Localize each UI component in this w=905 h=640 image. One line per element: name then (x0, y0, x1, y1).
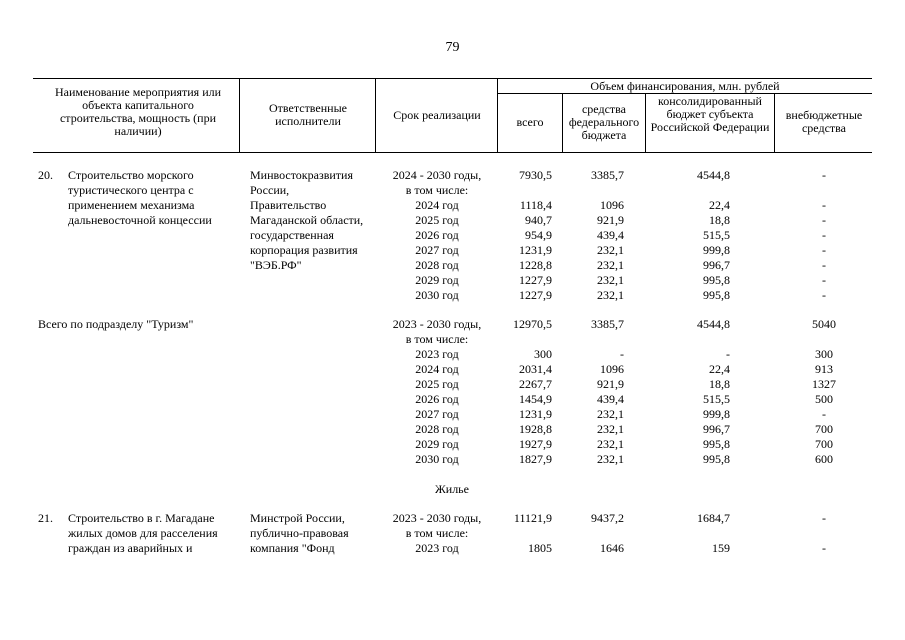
regional-cell (650, 526, 730, 540)
offbudget-cell: - (822, 541, 826, 555)
federal-cell (560, 332, 624, 346)
executor-line: публично-правовая (250, 526, 349, 540)
offbudget-cell: 600 (815, 452, 833, 466)
executor-line: государственная (250, 228, 334, 242)
total-cell: 11121,9 (513, 511, 552, 525)
term-cell: 2025 год (415, 213, 459, 227)
header-regional: консолидированный бюджет субъекта Российской Федерации (650, 94, 770, 134)
regional-cell: 22,4 (709, 362, 730, 376)
regional-cell: 999,8 (703, 407, 730, 421)
federal-cell (560, 526, 624, 540)
total-cell (500, 526, 552, 540)
total-cell: 1231,9 (519, 407, 552, 421)
regional-cell: 18,8 (709, 377, 730, 391)
executor-line: компания "Фонд (250, 541, 335, 555)
page-number: 79 (445, 40, 460, 55)
federal-cell: 232,1 (597, 243, 624, 257)
federal-cell: 921,9 (597, 213, 624, 227)
section-title: Жилье (435, 482, 469, 496)
federal-cell (560, 183, 624, 197)
term-cell: 2028 год (415, 258, 459, 272)
regional-cell: 4544,8 (697, 168, 730, 182)
offbudget-cell: - (822, 511, 826, 525)
term-cell: 2026 год (415, 392, 459, 406)
regional-cell: 18,8 (709, 213, 730, 227)
term-cell: 2025 год (415, 377, 459, 391)
federal-cell: 1096 (600, 362, 624, 376)
total-cell: 300 (534, 347, 552, 361)
total-cell: 1231,9 (519, 243, 552, 257)
executor-line: Правительство (250, 198, 327, 212)
term-cell: 2024 год (415, 198, 459, 212)
total-cell (500, 332, 552, 346)
regional-cell: 995,8 (703, 452, 730, 466)
total-cell: 1927,9 (519, 437, 552, 451)
offbudget-cell: 700 (815, 422, 833, 436)
term-cell: 2030 год (415, 452, 459, 466)
total-cell: 1805 (528, 541, 552, 555)
offbudget-cell: 300 (815, 347, 833, 361)
federal-cell: 9437,2 (591, 511, 624, 525)
total-cell: 2031,4 (519, 362, 552, 376)
item-name-line: Строительство в г. Магадане (68, 511, 215, 525)
executor-line: Магаданской области, (250, 213, 364, 227)
total-cell: 1228,8 (519, 258, 552, 272)
offbudget-cell: 700 (815, 437, 833, 451)
federal-cell: 232,1 (597, 407, 624, 421)
regional-cell: - (726, 347, 730, 361)
total-cell (500, 183, 552, 197)
term-cell: 2027 год (415, 243, 459, 257)
offbudget-cell: 1327 (812, 377, 836, 391)
col-divider-5 (645, 93, 646, 152)
federal-cell: - (620, 347, 624, 361)
executor-line: Минвостокразвития (250, 168, 353, 182)
total-cell: 1118,4 (519, 198, 552, 212)
federal-cell: 439,4 (597, 228, 624, 242)
col-divider-1 (239, 78, 240, 152)
item-name-line: граждан из аварийных и (68, 541, 193, 555)
offbudget-cell: 5040 (812, 317, 836, 331)
federal-cell: 232,1 (597, 437, 624, 451)
regional-cell: 1684,7 (697, 511, 730, 525)
executor-line: корпорация развития (250, 243, 358, 257)
executor-line: России, (250, 183, 290, 197)
federal-cell: 232,1 (597, 273, 624, 287)
offbudget-cell (780, 332, 868, 346)
offbudget-cell (780, 526, 868, 540)
regional-cell: 4544,8 (697, 317, 730, 331)
regional-cell: 995,8 (703, 437, 730, 451)
term-cell: в том числе: (405, 332, 469, 346)
subtotal-label: Всего по подразделу "Туризм" (38, 317, 194, 331)
term-cell: 2023 - 2030 годы, (392, 317, 482, 331)
federal-cell: 232,1 (597, 422, 624, 436)
executor-line: "ВЭБ.РФ" (250, 258, 302, 272)
term-cell: 2029 год (415, 273, 459, 287)
federal-cell: 1096 (600, 198, 624, 212)
regional-cell: 999,8 (703, 243, 730, 257)
offbudget-cell: - (822, 258, 826, 272)
regional-cell: 515,5 (703, 392, 730, 406)
term-cell: 2027 год (415, 407, 459, 421)
regional-cell: 995,8 (703, 288, 730, 302)
item-name-line: дальневосточной концессии (68, 213, 212, 227)
term-cell: 2023 - 2030 годы, (392, 511, 482, 525)
item-name-line: жилых домов для расселения (68, 526, 218, 540)
offbudget-cell: 500 (815, 392, 833, 406)
total-cell: 1928,8 (519, 422, 552, 436)
term-cell: 2026 год (415, 228, 459, 242)
col-divider-3 (497, 78, 498, 152)
offbudget-cell: - (822, 213, 826, 227)
federal-cell: 921,9 (597, 377, 624, 391)
total-cell: 940,7 (525, 213, 552, 227)
federal-cell: 439,4 (597, 392, 624, 406)
regional-cell: 996,7 (703, 422, 730, 436)
regional-cell (650, 183, 730, 197)
regional-cell: 995,8 (703, 273, 730, 287)
term-cell: 2029 год (415, 437, 459, 451)
offbudget-cell: - (822, 243, 826, 257)
term-cell: в том числе: (405, 526, 469, 540)
total-cell: 1827,9 (519, 452, 552, 466)
term-cell: в том числе: (405, 183, 469, 197)
federal-cell: 232,1 (597, 288, 624, 302)
offbudget-cell: - (822, 273, 826, 287)
offbudget-cell: - (822, 228, 826, 242)
col-divider-2 (375, 78, 376, 152)
offbudget-cell (780, 183, 868, 197)
total-cell: 7930,5 (519, 168, 552, 182)
header-financing: Объем финансирования, млн. рублей (590, 79, 780, 93)
total-cell: 12970,5 (513, 317, 552, 331)
item-name-line: туристического центра с (68, 183, 194, 197)
regional-cell: 515,5 (703, 228, 730, 242)
header-executors: Ответственные исполнители (269, 101, 347, 128)
total-cell: 1227,9 (519, 288, 552, 302)
total-cell: 1454,9 (519, 392, 552, 406)
total-cell: 954,9 (525, 228, 552, 242)
federal-cell: 3385,7 (591, 317, 624, 331)
offbudget-cell: - (822, 407, 826, 421)
regional-cell: 996,7 (703, 258, 730, 272)
federal-cell: 1646 (600, 541, 624, 555)
federal-cell: 3385,7 (591, 168, 624, 182)
offbudget-cell: - (822, 168, 826, 182)
header-total: всего (516, 115, 544, 129)
term-cell: 2028 год (415, 422, 459, 436)
header-offbudget: внебюджетные средства (785, 108, 863, 135)
term-cell: 2024 - 2030 годы, (392, 168, 482, 182)
regional-cell: 22,4 (709, 198, 730, 212)
header-name: Наименование мероприятия или объекта капитального строительства, мощность (при наличии) (54, 85, 222, 138)
term-cell: 2030 год (415, 288, 459, 302)
item-number: 20. (38, 168, 53, 182)
item-number: 21. (38, 511, 53, 525)
term-cell: 2023 год (415, 541, 459, 555)
total-cell: 1227,9 (519, 273, 552, 287)
table-header-bottom-border (33, 152, 872, 153)
header-term: Срок реализации (393, 108, 481, 122)
header-federal: средства федерального бюджета (568, 102, 640, 142)
item-name-line: применением механизма (68, 198, 195, 212)
offbudget-cell: - (822, 198, 826, 212)
col-divider-6 (774, 93, 775, 152)
item-name-line: Строительство морского (68, 168, 194, 182)
regional-cell: 159 (712, 541, 730, 555)
offbudget-cell: - (822, 288, 826, 302)
federal-cell: 232,1 (597, 452, 624, 466)
total-cell: 2267,7 (519, 377, 552, 391)
col-divider-4 (562, 93, 563, 152)
executor-line: Минстрой России, (250, 511, 345, 525)
term-cell: 2023 год (415, 347, 459, 361)
federal-cell: 232,1 (597, 258, 624, 272)
term-cell: 2024 год (415, 362, 459, 376)
offbudget-cell: 913 (815, 362, 833, 376)
regional-cell (650, 332, 730, 346)
